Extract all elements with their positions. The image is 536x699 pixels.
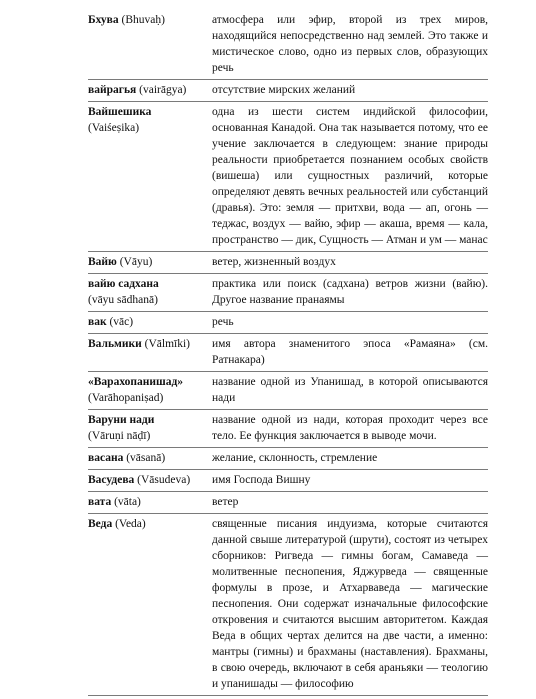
entry-definition: имя автора знаменитого эпоса «Рамаяна» (см. Ратнакара)	[212, 338, 488, 366]
entry-definition: имя Господа Вишну	[212, 474, 311, 486]
entry-definition: название одной из Упанишад, в которой описываются нади	[212, 376, 488, 404]
entry-term-cell	[88, 412, 212, 444]
entry-term: Бхува	[88, 14, 119, 26]
entry-term: Веда	[88, 518, 113, 530]
entry-term-cell	[88, 104, 212, 248]
entry-term: Вальмики	[88, 338, 142, 350]
entry-definition: священные писания индуизма, которые считаются данной свыше литературой (шрути), состоят из четырех сборников: Ригведа — гимны богам, Самаведа — молитвенные песнопения, Яджурведа — священные формулы в прозе, и Атхарваведа — магические песнопения. Они содержат изначальные философские откровения и считаются высшим авторитетом. Каждая Веда в общих чертах делится на две части, а именно: мантры (гимны) и брахманы (наставления). Брахманы, в свою очередь, включают в себя араньяки — теологию и упанишады — философию	[212, 518, 488, 690]
glossary-entry	[88, 80, 488, 102]
entry-transliteration: (vāyu sādhanā)	[88, 294, 158, 306]
entry-definition: практика или поиск (садхана) ветров жизни (вайю). Другое название пранаямы	[212, 278, 488, 306]
entry-definition: желание, склонность, стремление	[212, 452, 378, 464]
entry-term-cell	[88, 12, 212, 76]
glossary-entry	[88, 10, 488, 80]
entry-transliteration: (vāc)	[109, 316, 134, 328]
entry-transliteration: (vāsanā)	[126, 452, 166, 464]
glossary-entry	[88, 448, 488, 470]
glossary-entry	[88, 372, 488, 410]
glossary-entry	[88, 514, 488, 696]
entry-transliteration: (Veda)	[115, 518, 146, 530]
entry-definition: одна из шести систем индийской философии, основанная Канадой. Она так называется потому, что ее учение заключается в следующем: знание природы реальности приобретается познанием особых свойств (вишеша) или сущностных различий, которые определяют девять вечных реальностей или субстанций (дравья). Это: земля — притхви, вода — ап, огонь — теджас, воздух — вайю, эфир — акаша, время — кала, пространство — дик, Сущность — Атман и ум — манас	[212, 106, 488, 246]
entry-term: Варуни нади	[88, 414, 155, 426]
entry-term-cell	[88, 82, 212, 98]
glossary-entry	[88, 102, 488, 252]
entry-term: Вайшешика	[88, 106, 152, 118]
entry-term-cell	[88, 472, 212, 488]
entry-transliteration: (Varāhopaniṣad)	[88, 392, 164, 404]
glossary-entry	[88, 492, 488, 514]
entry-transliteration: (Vālmīki)	[144, 338, 191, 350]
entry-term: вата	[88, 496, 112, 508]
entry-transliteration: (Bhuvaḥ)	[121, 14, 165, 26]
glossary-entry	[88, 334, 488, 372]
entry-transliteration: (Vāyu)	[119, 256, 153, 268]
entry-definition: название одной из нади, которая проходит через все тело. Ее функция заключается в выводе мочи.	[212, 414, 488, 442]
entry-term: Вайю	[88, 256, 117, 268]
entry-transliteration: (vāta)	[114, 496, 141, 508]
entry-definition: ветер	[212, 496, 239, 508]
glossary-table	[88, 10, 488, 696]
entry-definition: речь	[212, 316, 234, 328]
entry-transliteration: (Vāruṇi nāḍī)	[88, 430, 151, 442]
entry-term: вайрагья	[88, 84, 137, 96]
entry-definition: ветер, жизненный воздух	[212, 256, 336, 268]
glossary-entry	[88, 252, 488, 274]
entry-term-cell	[88, 450, 212, 466]
entry-transliteration: (Vāsudeva)	[137, 474, 191, 486]
entry-transliteration: (vairāgya)	[139, 84, 187, 96]
entry-term-cell	[88, 314, 212, 330]
entry-term-cell	[88, 494, 212, 510]
entry-definition: отсутствие мирских желаний	[212, 84, 356, 96]
entry-term-cell	[88, 254, 212, 270]
entry-term-cell	[88, 374, 212, 406]
entry-term-cell	[88, 276, 212, 308]
entry-term-cell	[88, 336, 212, 368]
entry-term: Васудева	[88, 474, 135, 486]
glossary-entry	[88, 470, 488, 492]
entry-term: «Варахопанишад»	[88, 376, 184, 388]
entry-transliteration: (Vaiśeṣika)	[88, 122, 140, 134]
entry-term: вайю садхана	[88, 278, 159, 290]
entry-term-cell	[88, 516, 212, 692]
entry-term: вак	[88, 316, 107, 328]
glossary-entry	[88, 312, 488, 334]
entry-definition: атмосфера или эфир, второй из трех миров, находящийся непосредственно над землей. Это также и мистическое слово, одно из первых слов, образующих речь	[212, 14, 488, 74]
glossary-entry	[88, 274, 488, 312]
entry-term: васана	[88, 452, 124, 464]
glossary-entry	[88, 410, 488, 448]
